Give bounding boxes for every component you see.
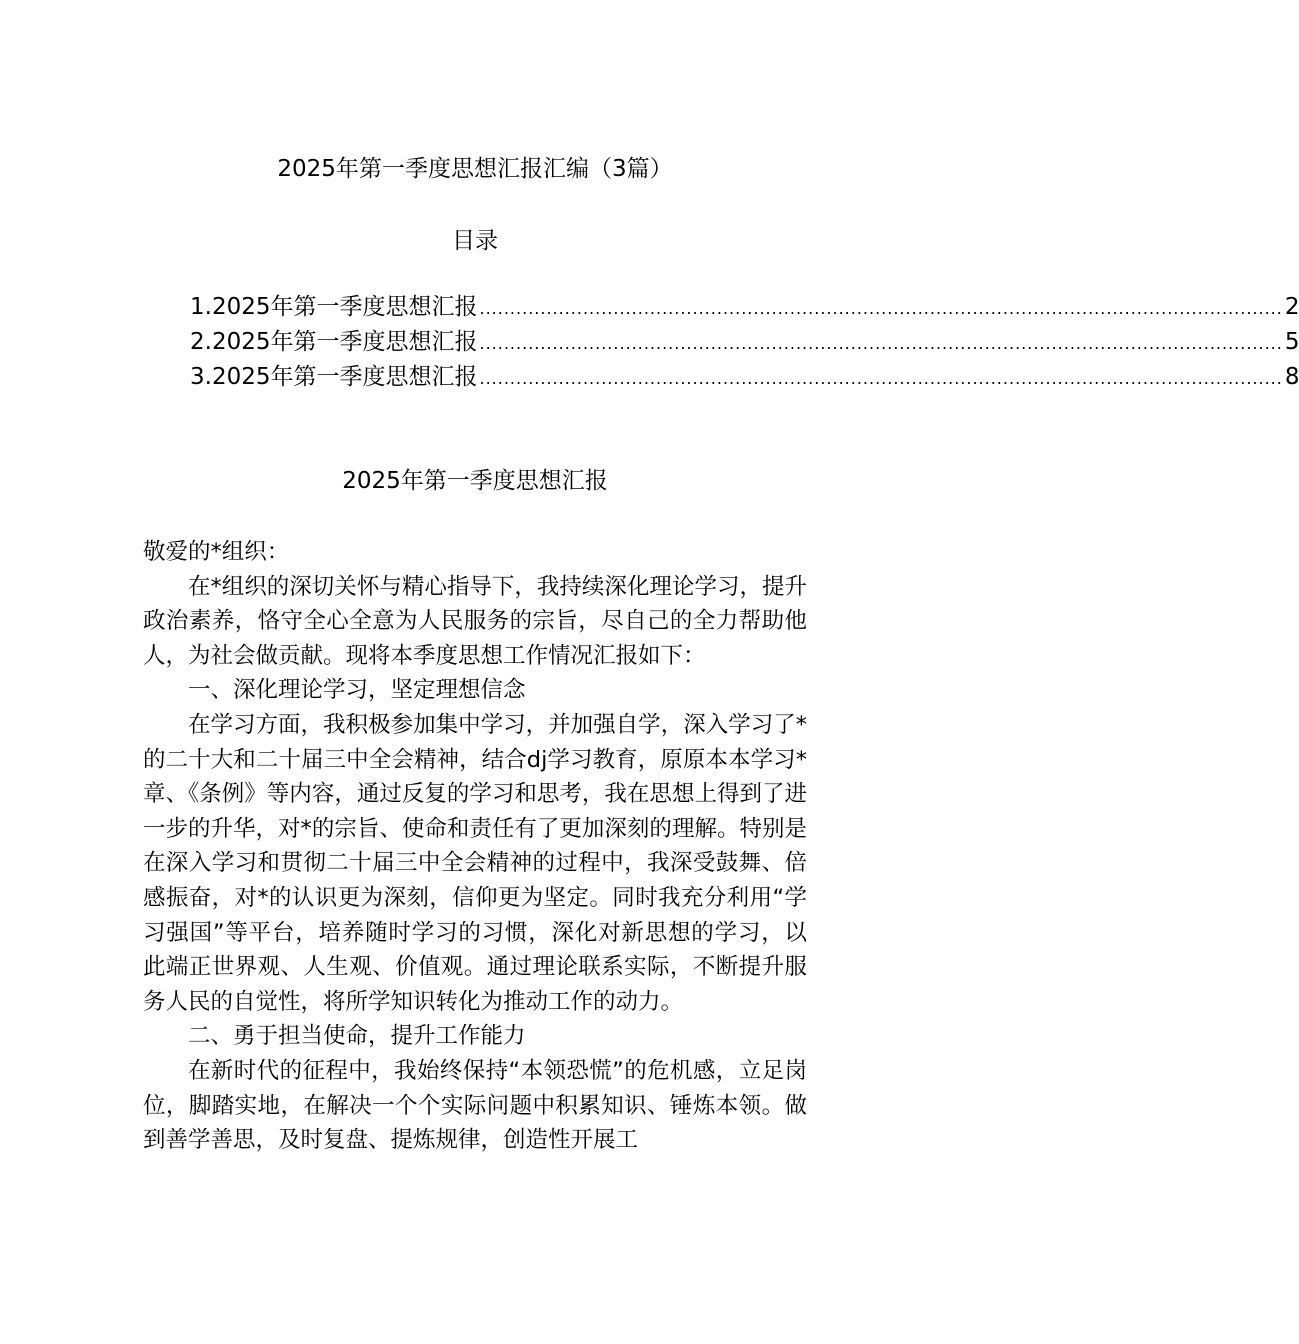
section-title: 2025年第一季度思想汇报	[342, 468, 608, 494]
toc-entry-2[interactable]	[190, 325, 1299, 360]
toc-entry-number: 1.	[190, 294, 212, 320]
table-of-contents	[190, 290, 1299, 395]
toc-entry-number: 3.	[190, 364, 212, 390]
toc-entry-number: 2.	[190, 329, 212, 355]
intro-paragraph: 在*组织的深切关怀与精心指导下，我持续深化理论学习，提升政治素养，恪守全心全意为人民服务的宗旨，尽自己的全力帮助他人，为社会做贡献。现将本季度思想工作情况汇报如下：	[143, 573, 807, 669]
toc-entry-1[interactable]	[190, 290, 1299, 325]
toc-entry-label: 2025年第一季度思想汇报	[211, 364, 478, 390]
toc-entry-label: 2025年第一季度思想汇报	[211, 329, 478, 355]
salutation: 敬爱的*组织：	[143, 539, 290, 565]
document-title: 2025年第一季度思想汇报汇编（3篇）	[277, 156, 673, 182]
mission-paragraph: 在新时代的征程中，我始终保持“本领恐慌”的危机感，立足岗位，脚踏实地，在解决一个个实际问题中积累知识、锤炼本领。做到善学善思，及时复盘、提炼规律，创造性开展工	[143, 1057, 807, 1154]
toc-leader-dots: ....................................................................................................................................	[479, 334, 1283, 353]
toc-leader-dots: ....................................................................................................................................	[479, 299, 1283, 318]
toc-entry-page: 2	[1284, 294, 1299, 320]
toc-heading: 目录	[452, 228, 498, 254]
heading-two: 二、勇于担当使命，提升工作能力	[188, 1023, 526, 1050]
toc-entry-label: 2025年第一季度思想汇报	[211, 294, 478, 320]
toc-entry-3[interactable]	[190, 360, 1299, 395]
toc-entry-page: 8	[1284, 364, 1299, 390]
toc-leader-dots: ....................................................................................................................................	[479, 369, 1283, 388]
heading-one: 一、深化理论学习，坚定理想信念	[188, 677, 526, 704]
study-paragraph: 在学习方面，我积极参加集中学习，并加强自学，深入学习了*的二十大和二十届三中全会精神，结合dj学习教育，原原本本学习*章、《条例》等内容，通过反复的学习和思考，我在思想上得到了进一步的升华，对*的宗旨、使命和责任有了更加深刻的理解。特别是在深入学习和贯彻二十届三中全会精神的过程中，我深受鼓舞、倍感振奋，对*的认识更为深刻，信仰更为坚定。同时我充分利用“学习强国”等平台，培养随时学习的习惯，深化对新思想的学习，以此端正世界观、人生观、价值观。通过理论联系实际，不断提升服务人民的自觉性，将所学知识转化为推动工作的动力。	[143, 711, 807, 1015]
toc-entry-page: 5	[1284, 329, 1299, 355]
report-body	[143, 535, 807, 1158]
